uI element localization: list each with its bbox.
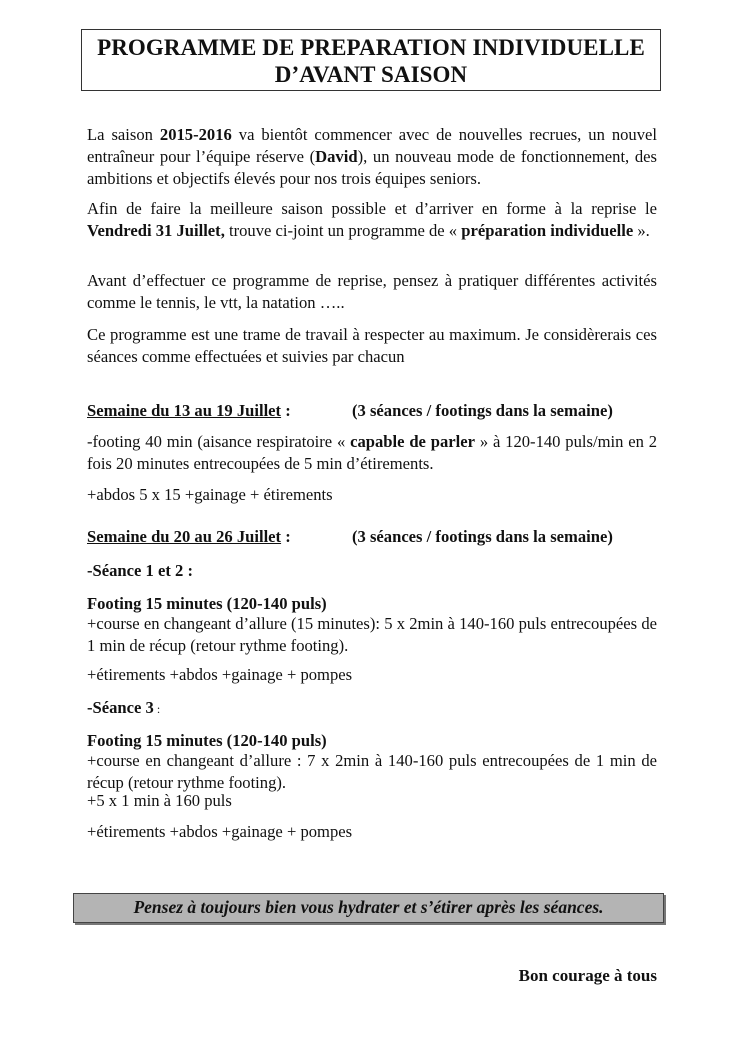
week2-colon: : <box>281 527 291 546</box>
title-line-2: D’AVANT SAISON <box>274 62 468 87</box>
week1-heading-text: Semaine du 13 au 19 Juillet <box>87 401 282 420</box>
intro-text: ), un nouveau mode de fonctionnement, des ambitions et objectifs élevés pour nos trois équipes seniors. <box>87 147 657 188</box>
seance-1-2-heading: -Séance 1 et 2 : <box>87 561 193 580</box>
week1-sessions: (3 séances / footings dans la semaine) <box>352 401 613 420</box>
intro-paragraph-3: Avant d’effectuer ce programme de reprise, pensez à pratiquer différentes activités comme le tennis, le vtt, la natation ….. <box>87 271 657 312</box>
footing-bold-text: capable de parler <box>350 432 475 451</box>
intro-paragraph-4: Ce programme est une trame de travail à respecter au maximum. Je considèrerais ces séances comme effectuées et suivies par chacun <box>87 325 657 366</box>
intro-text: trouve ci-joint un programme de « <box>224 221 462 240</box>
coach-name: David <box>315 147 358 166</box>
seance-1-2-extras: +étirements +abdos +gainage + pompes <box>87 665 353 684</box>
week2-sessions: (3 séances / footings dans la semaine) <box>352 527 613 546</box>
seance-3-sprints: +5 x 1 min à 160 puls <box>87 791 232 810</box>
intro-text: Afin de faire la meilleure saison possible et d’arriver en forme à la reprise le <box>87 199 657 218</box>
week2-heading <box>87 526 291 548</box>
footing-text: -footing 40 min (aisance respiratoire « <box>87 432 351 451</box>
season-text: 2015-2016 <box>159 125 232 144</box>
seance-3-label: -Séance 3 <box>87 698 154 717</box>
restart-date: Vendredi 31 Juillet, <box>87 221 225 240</box>
seance-3-course: +course en changeant d’allure : 7 x 2min à 140-160 puls entrecoupées de 1 min de récup (retour rythme footing). <box>87 751 657 792</box>
week1-heading <box>87 400 291 422</box>
seance-3-extras: +étirements +abdos +gainage + pompes <box>87 822 353 841</box>
footing-text: » à 120-140 puls/min en 2 fois 20 minutes entrecoupées de 5 min d’étirements. <box>87 432 658 473</box>
week1-footing <box>87 431 657 475</box>
title-line-1: PROGRAMME DE PREPARATION INDIVIDUELLE <box>97 35 645 60</box>
closing-text: Bon courage à tous <box>518 966 657 985</box>
intro-paragraph-2 <box>87 198 657 242</box>
intro-paragraph-1 <box>87 124 657 190</box>
week2-heading-text: Semaine du 20 au 26 Juillet <box>87 527 282 546</box>
title-box <box>81 29 661 91</box>
intro-text: La saison <box>87 125 160 144</box>
seance-3-colon: : <box>153 702 161 716</box>
intro-text: ». <box>633 221 650 240</box>
intro-text: va bientôt commencer avec de nouvelles recrues, un nouvel entraîneur pour l’équipe réserve ( <box>87 125 657 166</box>
seance-1-2-course: +course en changeant d’allure (15 minutes): 5 x 2min à 140-160 puls entrecoupées de 1 min de récup (retour rythme footing). <box>87 614 657 655</box>
seance-1-2-footing: Footing 15 minutes (120-140 puls) <box>87 594 327 613</box>
program-name: préparation individuelle <box>461 221 634 240</box>
seance-3-heading <box>87 697 160 720</box>
seance-3-footing: Footing 15 minutes (120-140 puls) <box>87 731 327 750</box>
hydration-banner: Pensez à toujours bien vous hydrater et s’étirer après les séances. <box>73 893 664 923</box>
week1-colon: : <box>281 401 291 420</box>
week1-extras: +abdos 5 x 15 +gainage + étirements <box>87 485 333 504</box>
